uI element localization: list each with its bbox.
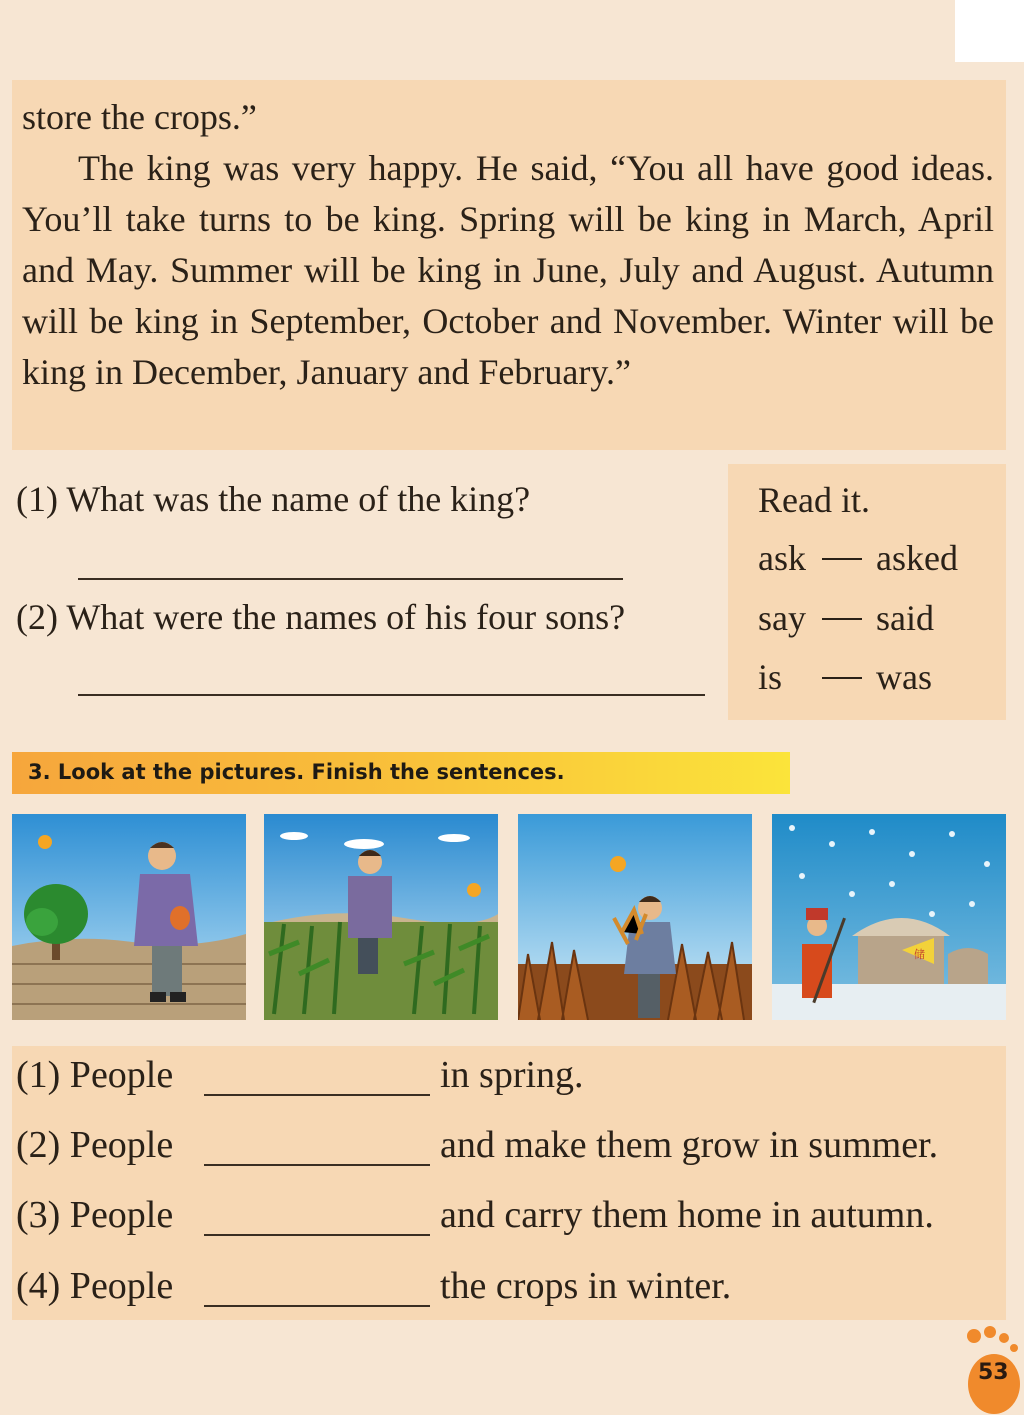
autumn-harvest-illustration [518, 814, 752, 1020]
sentence-blank[interactable] [204, 1305, 430, 1307]
verb-past: asked [876, 538, 958, 578]
sentence-rest: and make them grow in summer. [440, 1124, 939, 1166]
page-corner [955, 0, 1024, 62]
sentence-rest: the crops in winter. [440, 1265, 732, 1307]
storage-sign-text: 储 [914, 948, 925, 961]
dash [822, 677, 862, 679]
spring-planting-illustration [12, 814, 246, 1020]
sentence-rest: in spring. [440, 1054, 584, 1096]
sentence-4 [16, 1261, 1006, 1311]
sentence-blank[interactable] [204, 1164, 430, 1166]
dash [822, 558, 862, 560]
question-1: (1) What was the name of the king? [16, 479, 531, 519]
verb-past: said [876, 598, 934, 638]
winter-storing-illustration [772, 814, 1006, 1020]
sentence-2 [16, 1120, 1006, 1170]
read-it-title: Read it. [758, 480, 870, 520]
section-3-title: 3. Look at the pictures. Finish the sentences. [28, 760, 565, 784]
sentence-lead: (3) People [16, 1194, 174, 1236]
sentence-1 [16, 1050, 1006, 1100]
story-paragraph-2: The king was very happy. He said, “You all have good ideas. You’ll take turns to be king. Spring will be king in March, April and May. Summer will be king in June, July and August. Autumn will be king in September, October and November. Winter will be king in December, January and February.” [22, 148, 994, 392]
page-number: 53 [978, 1360, 1009, 1385]
question-2: (2) What were the names of his four sons? [16, 597, 626, 637]
story-passage [12, 80, 1006, 450]
verb-pair-ask [758, 536, 998, 580]
sentence-lead: (2) People [16, 1124, 174, 1166]
verb-base: say [758, 598, 806, 638]
sentence-lead: (4) People [16, 1265, 174, 1307]
sentence-lead: (1) People [16, 1054, 174, 1096]
dash [822, 618, 862, 620]
verb-pair-is [758, 655, 998, 699]
sentence-blank[interactable] [204, 1234, 430, 1236]
verb-base: ask [758, 538, 806, 578]
verb-base: is [758, 657, 783, 697]
summer-watering-illustration [264, 814, 498, 1020]
section-3-header [12, 752, 790, 794]
sentence-blank[interactable] [204, 1094, 430, 1096]
sentence-3 [16, 1190, 1006, 1240]
answer-line-1[interactable] [78, 578, 623, 580]
story-line-1: store the crops.” [22, 97, 257, 137]
answer-line-2[interactable] [78, 694, 705, 696]
verb-pair-say [758, 596, 998, 640]
sentence-rest: and carry them home in autumn. [440, 1194, 934, 1236]
verb-past: was [876, 657, 932, 697]
